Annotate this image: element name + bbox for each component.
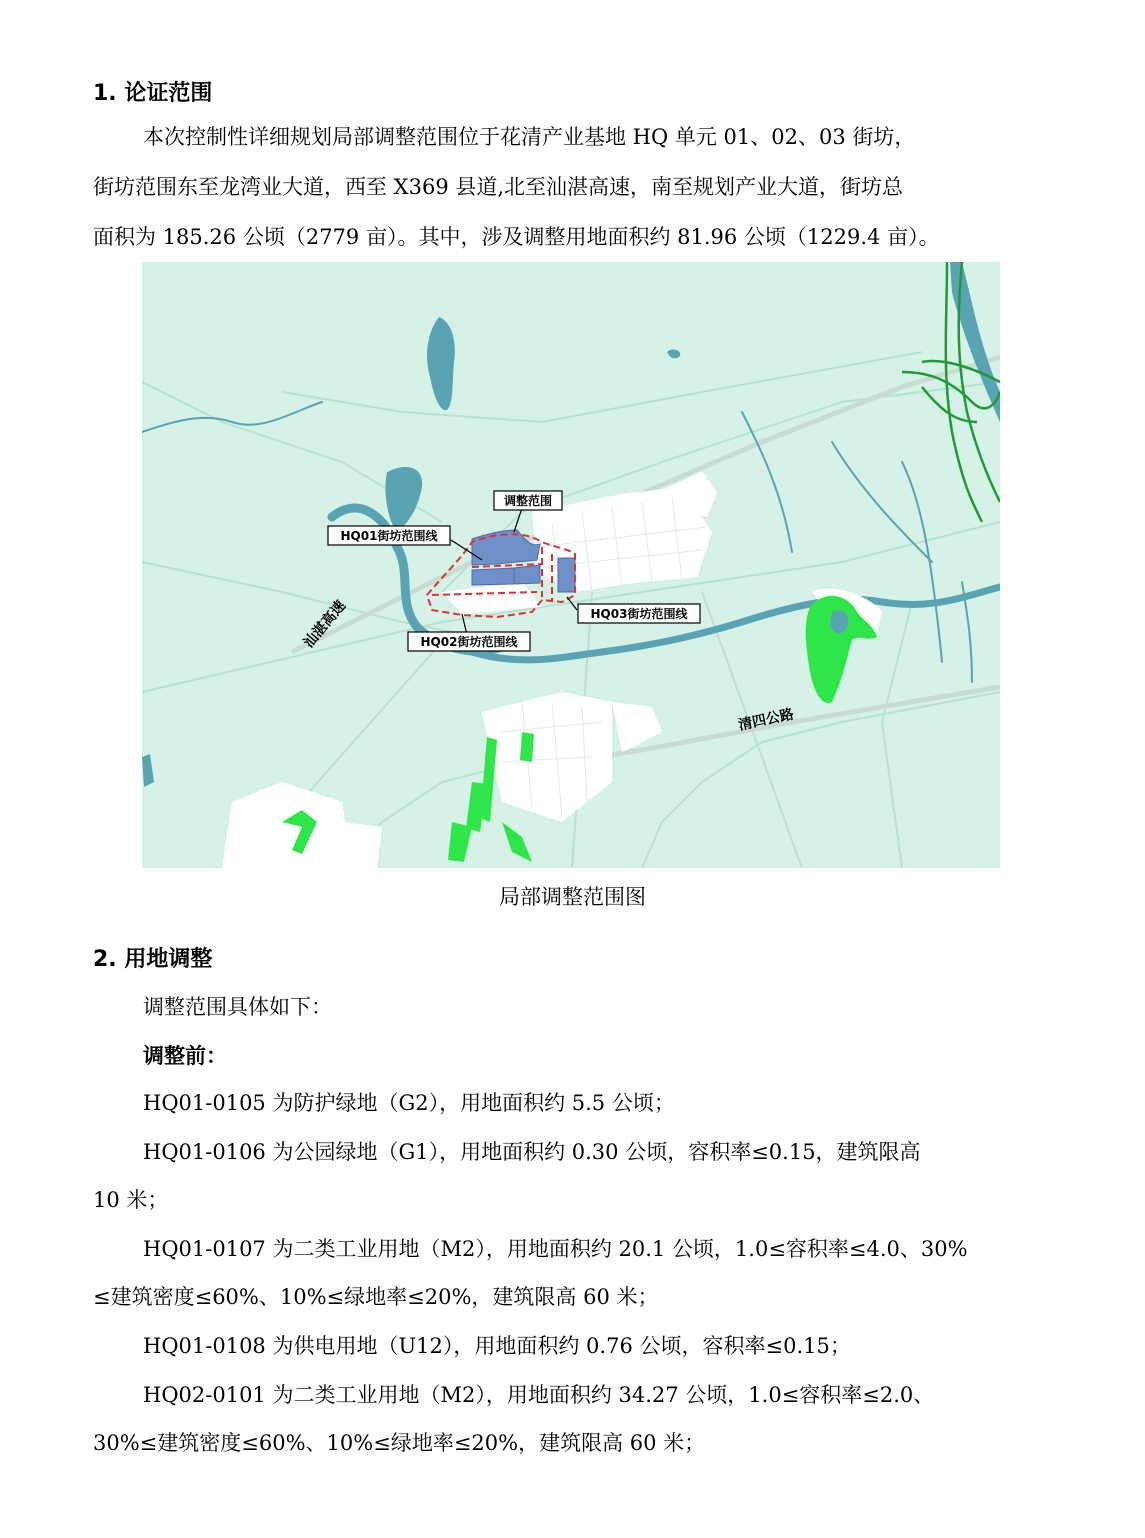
section1-paragraph-line1: 本次控制性详细规划局部调整范围位于花清产业基地 HQ 单元 01、02、03 街坊， bbox=[143, 125, 916, 149]
item-line: HQ01-0107 为二类工业用地（M2），用地面积约 20.1 公顷，1.0≤容积率≤4.0、30% bbox=[143, 1237, 968, 1261]
section1-heading: 1. 论证范围 bbox=[93, 81, 213, 106]
section1-paragraph-line2: 街坊范围东至龙湾业大道，西至 X369 县道,北至汕湛高速，南至规划产业大道，街坊总 bbox=[93, 175, 904, 199]
section2-subheading: 调整前： bbox=[143, 1044, 227, 1068]
section1-paragraph-line3: 面积为 185.26 公顷（2779 亩）。其中，涉及调整用地面积约 81.96 公顷（1229.4 亩）。 bbox=[93, 225, 940, 249]
map-svg bbox=[142, 262, 1000, 868]
item-line: 30%≤建筑密度≤60%、10%≤绿地率≤20%，建筑限高 60 米； bbox=[93, 1431, 706, 1455]
adjustment-range-map bbox=[142, 262, 1000, 868]
section2-heading: 2. 用地调整 bbox=[93, 947, 213, 972]
item-line: 10 米； bbox=[93, 1188, 169, 1212]
label-hq02: HQ02街坊范围线 bbox=[420, 635, 518, 649]
item-line: ≤建筑密度≤60%、10%≤绿地率≤20%，建筑限高 60 米； bbox=[93, 1285, 659, 1309]
label-road: 清四公路 bbox=[737, 706, 796, 734]
label-adjust-range: 调整范围 bbox=[503, 494, 553, 508]
item-line: HQ01-0106 为公园绿地（G1），用地面积约 0.30 公顷，容积率≤0.15，建筑限高 bbox=[143, 1140, 921, 1164]
item-line: HQ01-0108 为供电用地（U12），用地面积约 0.76 公顷，容积率≤0.15； bbox=[143, 1334, 851, 1358]
label-expressway: 汕湛高速 bbox=[300, 597, 350, 652]
label-hq03: HQ03街坊范围线 bbox=[590, 607, 688, 621]
item-line: HQ01-0105 为防护绿地（G2），用地面积约 5.5 公顷； bbox=[143, 1091, 675, 1115]
label-hq01: HQ01街坊范围线 bbox=[340, 529, 438, 543]
item-line: HQ02-0101 为二类工业用地（M2），用地面积约 34.27 公顷，1.0≤容积率≤2.0、 bbox=[143, 1383, 935, 1407]
section2-intro: 调整范围具体如下： bbox=[143, 995, 332, 1019]
map-caption: 局部调整范围图 bbox=[499, 885, 646, 909]
